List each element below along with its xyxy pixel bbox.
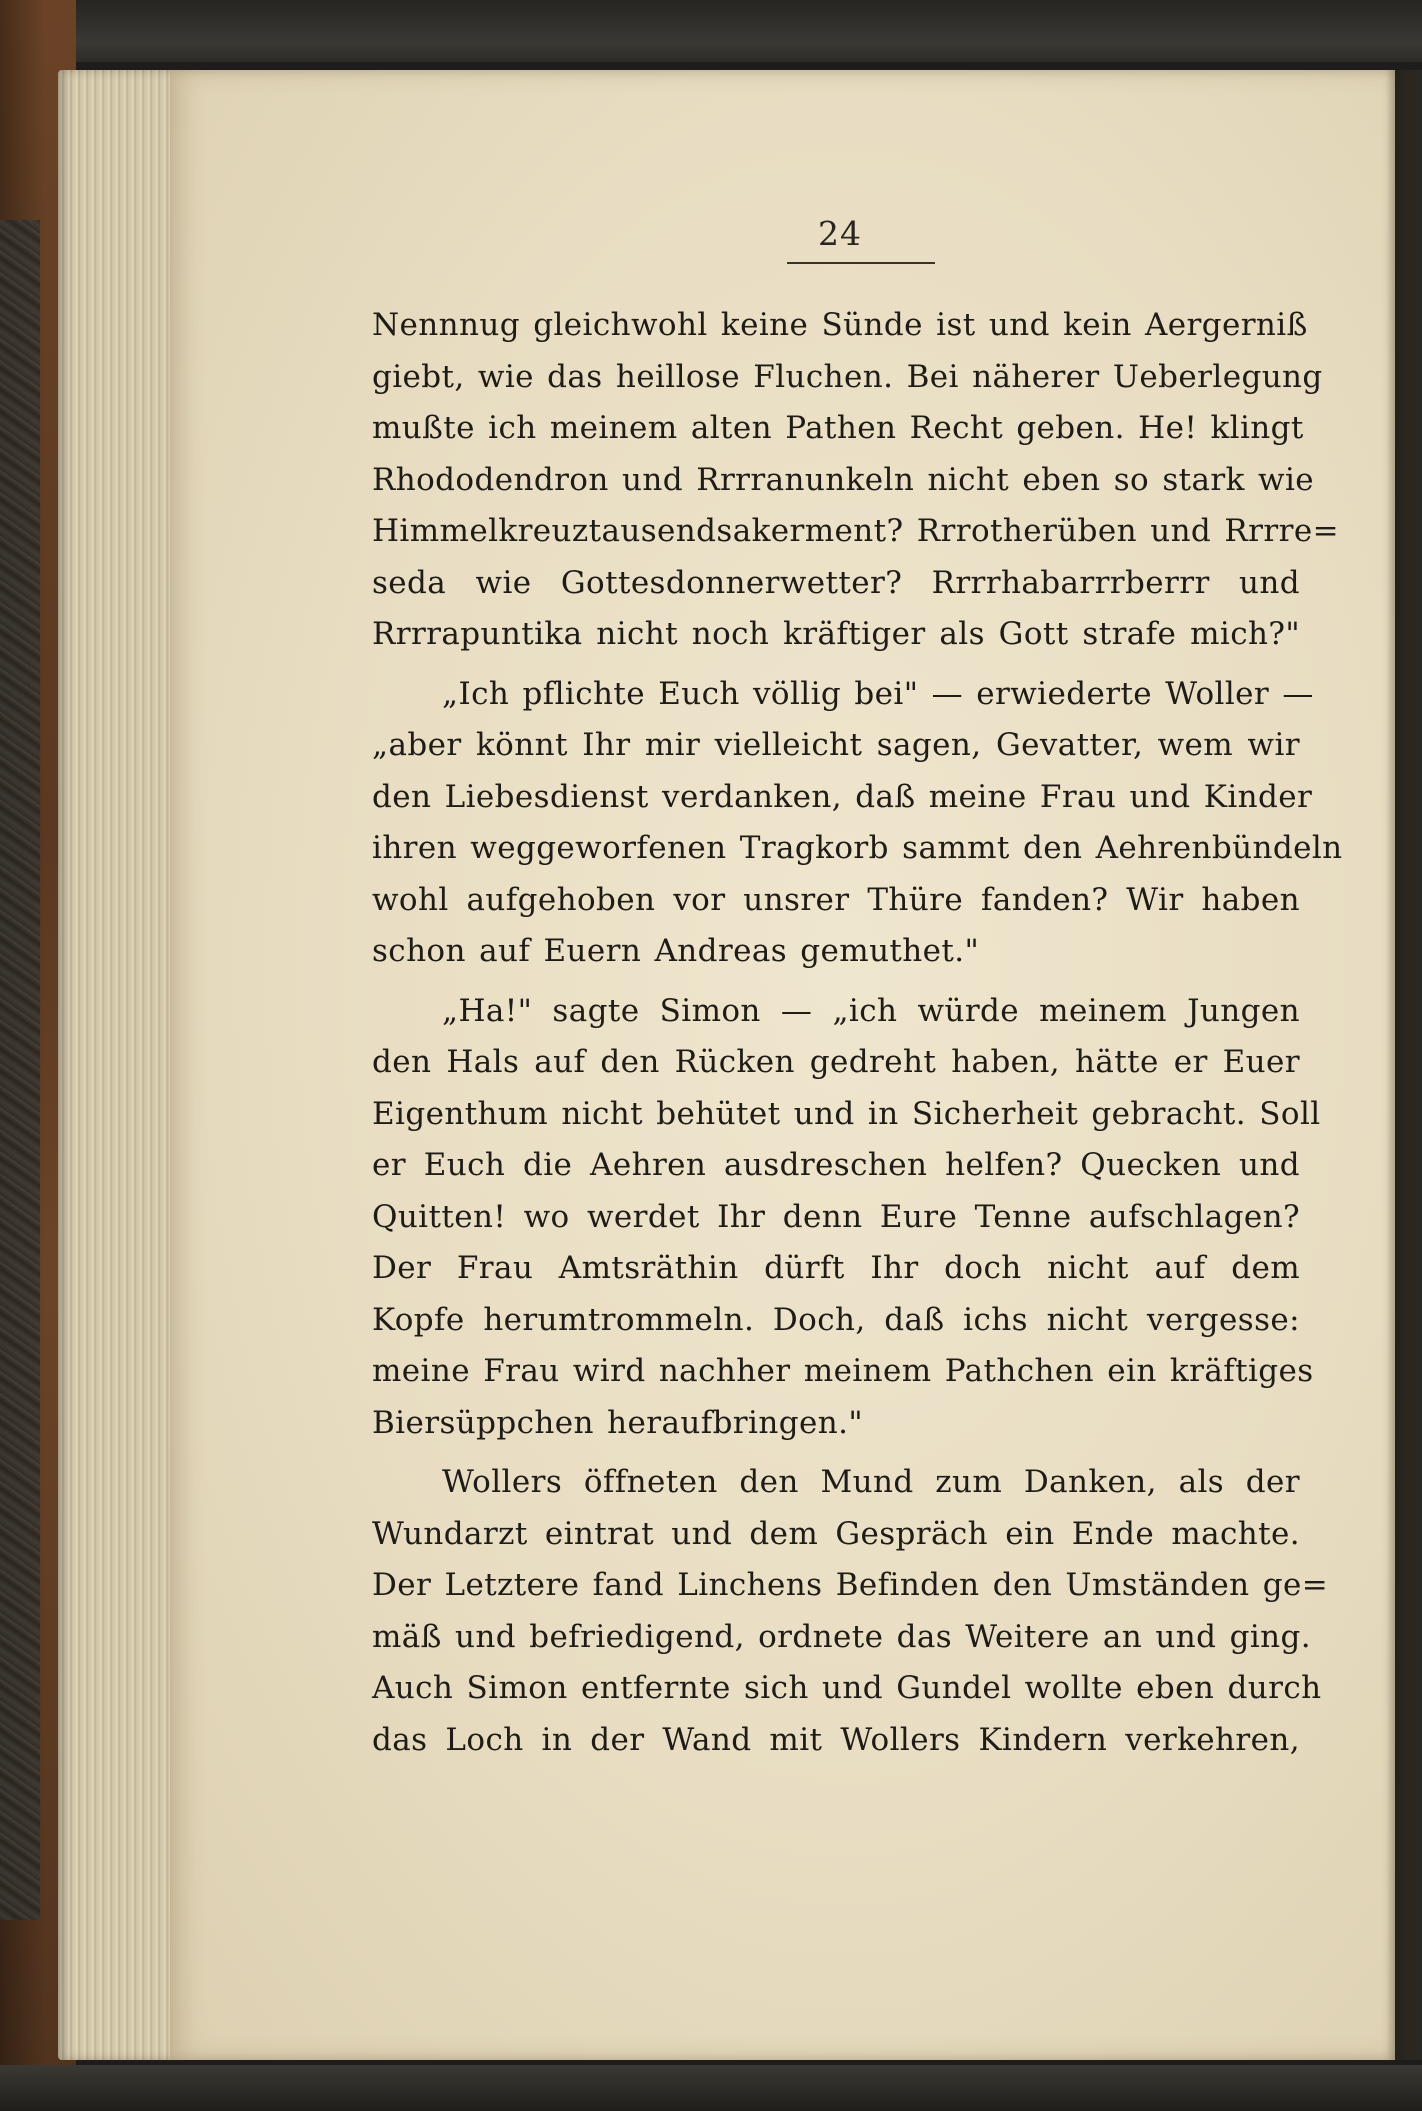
book-cover-top bbox=[0, 0, 1422, 62]
paragraph bbox=[372, 1457, 1329, 1766]
paragraph bbox=[372, 986, 1321, 1450]
text-line: Quitten! wo werdet Ihr denn Eure Tenne aufschlagen? bbox=[372, 1198, 1300, 1235]
text-line: Himmelkreuztausendsakerment? Rrrotherüben und Rrrre= bbox=[372, 513, 1339, 549]
text-line: Wundarzt eintrat und dem Gespräch ein Ende machte. bbox=[372, 1515, 1300, 1552]
text-line: „aber könnt Ihr mir vielleicht sagen, Gevatter, wem wir bbox=[372, 727, 1300, 763]
text-line: Der Frau Amtsräthin dürft Ihr doch nicht auf dem bbox=[372, 1250, 1300, 1286]
page-number: 24 bbox=[818, 214, 862, 253]
body-text bbox=[372, 300, 1343, 1766]
text-line: den Liebesdienst verdanken, daß meine Frau und Kinder bbox=[372, 778, 1313, 815]
text-line: Kopfe herumtrommeln. Doch, daß ichs nicht vergesse: bbox=[372, 1301, 1300, 1338]
marbled-cover-edge bbox=[0, 220, 40, 1920]
text-line: Rhododendron und Rrrranunkeln nicht eben so stark wie bbox=[372, 461, 1315, 498]
text-line: seda wie Gottesdonnerwetter? Rrrrhabarrrberrr und bbox=[372, 564, 1300, 601]
paragraph-gap bbox=[372, 1449, 1300, 1457]
text-line: „Ha!" sagte Simon — „ich würde meinem Jungen bbox=[442, 992, 1300, 1029]
text-line: das Loch in der Wand mit Wollers Kindern verkehren, bbox=[372, 1721, 1300, 1758]
paragraph-gap bbox=[372, 661, 1300, 669]
paragraph bbox=[372, 300, 1339, 661]
page-gutter-shadow bbox=[1386, 70, 1422, 2060]
page-stack-edges bbox=[58, 70, 188, 2060]
text-line: wohl aufgehoben vor unsrer Thüre fanden? Wir haben bbox=[372, 881, 1300, 918]
text-line: giebt, wie das heillose Fluchen. Bei näherer Ueberlegung bbox=[372, 358, 1323, 395]
page-number-rule bbox=[787, 262, 935, 264]
text-line: schon auf Euern Andreas gemuthet." bbox=[372, 933, 980, 969]
text-line: Der Letztere fand Linchens Befinden den Umständen ge= bbox=[372, 1567, 1329, 1603]
text-line: Nennnug gleichwohl keine Sünde ist und kein Aergerniß bbox=[372, 307, 1308, 343]
text-line: Rrrrapuntika nicht noch kräftiger als Gott strafe mich?" bbox=[372, 616, 1300, 652]
text-line: „Ich pflichte Euch völlig bei" — erwiederte Woller — bbox=[442, 675, 1314, 712]
text-line: meine Frau wird nachher meinem Pathchen ein kräftiges bbox=[372, 1353, 1314, 1389]
text-line: Auch Simon entfernte sich und Gundel wollte eben durch bbox=[372, 1670, 1322, 1706]
paragraph-gap bbox=[372, 978, 1300, 986]
book-cover-bottom bbox=[0, 2065, 1422, 2111]
paragraph bbox=[372, 669, 1343, 978]
text-line: Biersüppchen heraufbringen." bbox=[372, 1404, 863, 1441]
text-line: ihren weggeworfenen Tragkorb sammt den Aehrenbündeln bbox=[372, 830, 1343, 866]
text-line: Eigenthum nicht behütet und in Sicherheit gebracht. Soll bbox=[372, 1095, 1321, 1132]
text-line: mäß und befriedigend, ordnete das Weitere an und ging. bbox=[372, 1618, 1312, 1655]
text-line: den Hals auf den Rücken gedreht haben, hätte er Euer bbox=[372, 1044, 1300, 1080]
text-line: mußte ich meinem alten Pathen Recht geben. He! klingt bbox=[372, 410, 1304, 446]
text-line: Wollers öffneten den Mund zum Danken, als der bbox=[442, 1464, 1300, 1500]
text-line: er Euch die Aehren ausdreschen helfen? Quecken und bbox=[372, 1147, 1300, 1183]
